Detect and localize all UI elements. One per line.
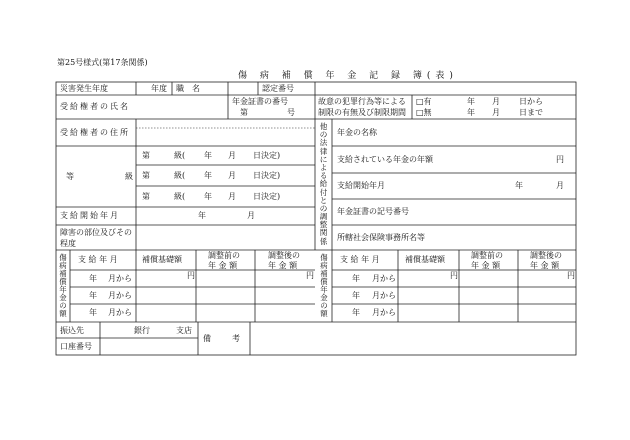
- grade-row-2-kyu: 級(: [174, 171, 186, 180]
- grade-row-1-dai: 第: [142, 151, 150, 160]
- from-year: 年: [467, 97, 475, 106]
- disaster-year-label: 災害発生年度: [60, 84, 108, 93]
- left-before-header-2: 年 金 額: [208, 261, 238, 270]
- grade-row-3-dai: 第: [142, 192, 150, 201]
- remarks-label-2: 考: [232, 334, 240, 343]
- form-frame: [56, 82, 576, 355]
- left-after-header-1: 調整後の: [268, 251, 300, 260]
- payment-start-month: 月: [247, 211, 255, 220]
- branch-label: 支店: [176, 326, 192, 335]
- grade-row-3-ketei: 日決定): [253, 192, 281, 201]
- transfer-label: 振込先: [60, 326, 84, 335]
- grade-row-1-kyu: 級(: [174, 151, 186, 160]
- nendo-label: 年度: [151, 84, 167, 93]
- grade-row-2-ketei: 日決定): [253, 171, 281, 180]
- cert-symbol-label: 年金証書の記号番号: [337, 207, 409, 216]
- left-row-3-gatsu: 月から: [108, 308, 132, 317]
- grade-label-2: 級: [125, 172, 133, 181]
- cert-number-label: 認定番号: [262, 84, 294, 93]
- right-after-header-2: 年 金 額: [530, 261, 560, 270]
- grade-row-1-nen: 年: [204, 151, 212, 160]
- left-after-header-2: 年 金 額: [268, 261, 298, 270]
- left-row-2-gatsu: 月から: [108, 291, 132, 300]
- payment-start-label: 支給開始年月: [60, 211, 120, 220]
- right-row-2-nen: 年: [352, 291, 360, 300]
- grade-row-3-nen: 年: [204, 192, 212, 201]
- right-period-header: 支 給 年 月: [340, 255, 380, 264]
- intent-label-2: 制限の有無及び制限期間: [318, 108, 406, 117]
- left-row-1-gatsu: 月から: [108, 274, 132, 283]
- intent-label-1: 故意の犯罪行為等による: [318, 97, 406, 106]
- grade-row-3-kyu: 級(: [174, 192, 186, 201]
- page-title: 傷 病 補 償 年 金 記 録 簿(表): [238, 71, 458, 81]
- amount-vertical-label-right: 傷 病 補 償 年 金 の 額: [320, 253, 328, 318]
- right-before-header-1: 調整前の: [471, 251, 503, 260]
- from-month: 月: [492, 97, 500, 106]
- grade-label-1: 等: [66, 172, 74, 181]
- right-row-2-gatsu: 月から: [372, 291, 396, 300]
- recipient-address-label: 受給権者の住所: [60, 128, 130, 137]
- grade-row-3-gatsu: 月: [228, 192, 236, 201]
- dai-label: 第: [240, 108, 248, 117]
- right-row-3-gatsu: 月から: [372, 308, 396, 317]
- remarks-label-1: 備: [203, 334, 211, 343]
- injury-label-2: 程度: [60, 239, 76, 248]
- payment-start-year: 年: [198, 211, 206, 220]
- grade-row-2-nen: 年: [204, 171, 212, 180]
- right-yen-1: 円: [450, 271, 458, 280]
- left-yen-2: 円: [306, 271, 314, 280]
- grade-row-2-dai: 第: [142, 171, 150, 180]
- left-row-3-nen: 年: [89, 308, 97, 317]
- paid-amount-yen: 円: [556, 155, 564, 164]
- to-month: 月: [492, 108, 500, 117]
- bank-label: 銀行: [134, 326, 150, 335]
- account-number-label: 口座番号: [60, 342, 92, 351]
- right-row-3-nen: 年: [352, 308, 360, 317]
- to-year: 年: [467, 108, 475, 117]
- right-before-header-2: 年 金 額: [471, 261, 501, 270]
- left-period-header: 支 給 年 月: [78, 255, 118, 264]
- left-base-header: 補償基礎額: [142, 255, 182, 264]
- office-label: 所轄社会保険事務所名等: [337, 233, 425, 242]
- grade-row-2-gatsu: 月: [228, 171, 236, 180]
- adj-start-year: 年: [515, 181, 523, 190]
- right-yen-2: 円: [567, 271, 575, 280]
- adj-start-label: 支給開始年月: [337, 181, 385, 190]
- left-row-2-nen: 年: [89, 291, 97, 300]
- form-number: 第25号様式(第17条関係): [57, 58, 148, 67]
- left-before-header-1: 調整前の: [208, 251, 240, 260]
- left-row-1-nen: 年: [89, 274, 97, 283]
- occupation-label: 職 名: [176, 84, 200, 93]
- adjustment-vertical-label: 他 の 法 律 に よ る 給 付 と の 調 整 関 係: [319, 122, 328, 246]
- grade-row-1-gatsu: 月: [228, 151, 236, 160]
- pension-name-label: 年金の名称: [337, 128, 377, 137]
- grade-row-1-ketei: 日決定): [253, 151, 281, 160]
- go-label: 号: [287, 108, 295, 117]
- check-no[interactable]: □無: [416, 108, 432, 117]
- right-row-1-gatsu: 月から: [372, 274, 396, 283]
- right-row-1-nen: 年: [352, 274, 360, 283]
- amount-vertical-label-left: 傷 病 補 償 年 金 の 額: [59, 253, 67, 318]
- right-after-header-1: 調整後の: [530, 251, 562, 260]
- pension-cert-label: 年金証書の番号: [232, 97, 288, 106]
- injury-label-1: 障害の部位及びその: [60, 228, 132, 237]
- check-yes[interactable]: □有: [416, 97, 432, 106]
- recipient-name-label: 受給権者の氏名: [60, 102, 130, 111]
- adj-start-month: 月: [556, 181, 564, 190]
- left-yen-1: 円: [187, 271, 195, 280]
- from-day: 日から: [519, 97, 543, 106]
- to-day: 日まで: [519, 108, 543, 117]
- paid-amount-label: 支給されている年金の年額: [337, 155, 433, 164]
- right-base-header: 補償基礎額: [405, 255, 445, 264]
